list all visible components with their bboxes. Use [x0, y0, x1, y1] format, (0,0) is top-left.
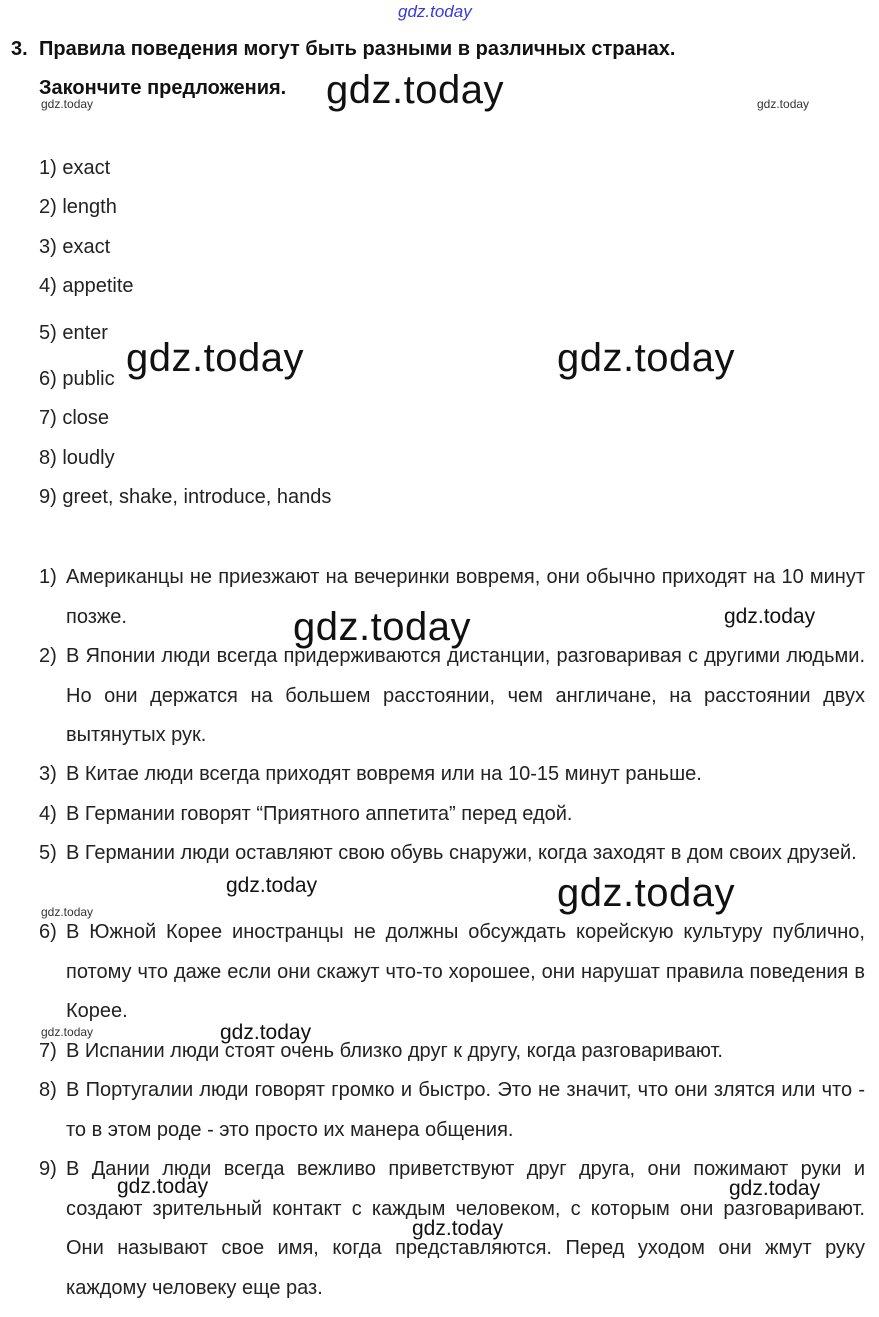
list-item: 3) exact	[39, 236, 111, 258]
watermark: gdz.today	[293, 605, 471, 649]
sentence-number: 2)	[39, 645, 57, 667]
task-subtitle: Закончите предложения.	[39, 77, 287, 99]
watermark: gdz.today	[220, 1021, 312, 1044]
list-item: 2) length	[39, 196, 117, 218]
sentence-text: В Южной Корее иностранцы не должны обсуждать корейскую культуру публично, потому что даже если они скажут что-то хорошее, они нарушат правила поведения в Корее.	[66, 921, 865, 1022]
sentence-text: В Германии люди оставляют свою обувь снаружи, когда заходят в дом своих друзей.	[66, 842, 857, 864]
list-item: 7) close	[39, 407, 110, 429]
watermark: gdz.today	[757, 97, 810, 111]
sentence-number: 9)	[39, 1158, 57, 1180]
watermark: gdz.today	[724, 605, 816, 628]
sentence-number: 3)	[39, 763, 57, 785]
watermark: gdz.today	[126, 336, 304, 380]
sentence-number: 6)	[39, 921, 57, 943]
watermark: gdz.today	[226, 874, 318, 897]
sentence-text: В Португалии люди говорят громко и быстро. Это не значит, что они злятся или что - то в этом роде - это просто их манера общения.	[66, 1079, 865, 1141]
sentence-number: 5)	[39, 842, 57, 864]
task-title: Правила поведения могут быть разными в различных странах.	[39, 38, 676, 60]
sentence-text: Американцы не приезжают на вечеринки вовремя, они обычно приходят на 10 минут позже.	[66, 566, 865, 628]
list-item	[39, 755, 865, 795]
watermark: gdz.today	[398, 2, 472, 21]
watermark: gdz.today	[41, 97, 94, 111]
sentence-text: В Германии говорят “Приятного аппетита” перед едой.	[66, 803, 573, 825]
task-number: 3.	[11, 38, 28, 60]
list-item	[39, 637, 865, 756]
watermark: gdz.today	[412, 1217, 504, 1240]
watermark: gdz.today	[557, 871, 735, 915]
list-item	[39, 1032, 865, 1072]
list-item	[39, 1071, 865, 1150]
watermark: gdz.today	[117, 1175, 209, 1198]
sentence-text: В Испании люди стоят очень близко друг к другу, когда разговаривают.	[66, 1040, 723, 1062]
list-item	[39, 795, 865, 835]
sentence-text: В Китае люди всегда приходят вовремя или на 10-15 минут раньше.	[66, 763, 702, 785]
sentence-number: 1)	[39, 566, 57, 588]
watermark: gdz.today	[557, 336, 735, 380]
watermark: gdz.today	[41, 905, 94, 919]
sentence-number: 7)	[39, 1040, 57, 1062]
sentence-text: В Японии люди всегда придерживаются дистанции, разговаривая с другими людьми. Но они держатся на большем расстоянии, чем англичане, на расстоянии двух вытянутых рук.	[66, 645, 865, 746]
list-item: 4) appetite	[39, 275, 134, 297]
list-item: 8) loudly	[39, 447, 115, 469]
watermark: gdz.today	[326, 68, 504, 112]
list-item	[39, 834, 865, 874]
list-item	[39, 913, 865, 1032]
watermark: gdz.today	[729, 1177, 821, 1200]
list-item: 9) greet, shake, introduce, hands	[39, 486, 332, 508]
watermark: gdz.today	[41, 1025, 94, 1039]
sentence-number: 8)	[39, 1079, 57, 1101]
list-item: 5) enter	[39, 322, 108, 344]
list-item: 6) public	[39, 368, 115, 390]
list-item: 1) exact	[39, 157, 111, 179]
sentence-number: 4)	[39, 803, 57, 825]
sentence-text: В Дании люди всегда вежливо приветствуют друг друга, они пожимают руки и создают зрительный контакт с каждым человеком, с которым они разговаривают. Они называют свое имя, когда представляются. Перед уходом они жмут руку каждому человеку еще раз.	[66, 1158, 865, 1299]
